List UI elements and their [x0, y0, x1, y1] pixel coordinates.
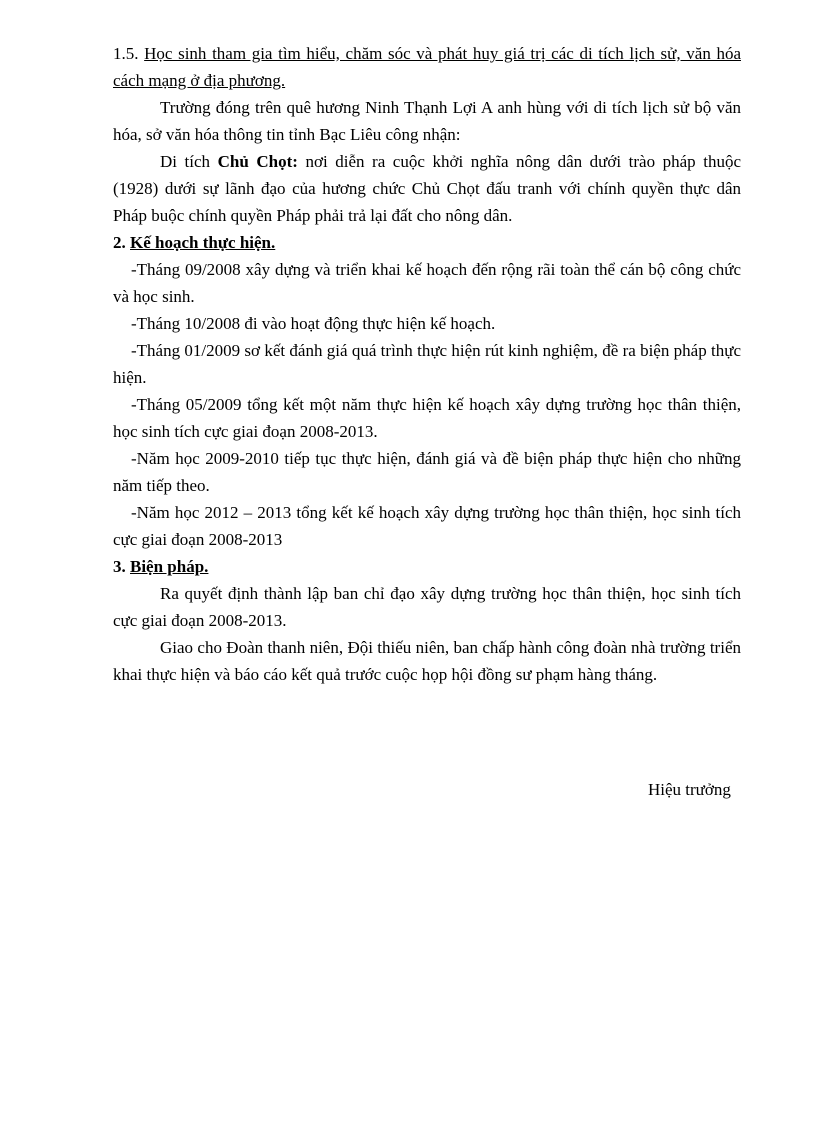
plan-item-5: -Năm học 2009-2010 tiếp tục thực hiện, đánh giá và đề biện pháp thực hiện cho những năm tiếp theo.: [113, 449, 741, 495]
relic-prefix: Di tích: [160, 152, 211, 171]
section-1-5-heading: [113, 40, 741, 94]
section-1-5-title: Học sinh tham gia tìm hiểu, chăm sóc và phát huy giá trị các di tích lịch sử, văn hóa cách mạng ở địa phương.: [113, 44, 741, 90]
plan-item-2: -Tháng 10/2008 đi vào hoạt động thực hiện kế hoạch.: [131, 314, 496, 333]
measure-paragraph-2: Giao cho Đoàn thanh niên, Đội thiếu niên, ban chấp hành công đoàn nhà trường triển khai thực hiện và báo cáo kết quả trước cuộc họp hội đồng sư phạm hàng tháng.: [113, 638, 741, 684]
section-3-heading: [113, 553, 741, 580]
plan-item-1: -Tháng 09/2008 xây dựng và triển khai kế hoạch đến rộng rãi toàn thể cán bộ công chức và học sinh.: [113, 260, 741, 306]
signature-title: Hiệu trưởng: [648, 780, 731, 799]
plan-item-6: -Năm học 2012 – 2013 tổng kết kế hoạch xây dựng trường học thân thiện, học sinh tích cực giai đoạn 2008-2013: [113, 503, 741, 549]
section-2-number: 2.: [113, 233, 126, 252]
measure-paragraph-1: Ra quyết định thành lập ban chỉ đạo xây dựng trường học thân thiện, học sinh tích cực giai đoạn 2008-2013.: [113, 584, 741, 630]
section-2-heading: [113, 229, 741, 256]
relic-description: nơi diễn ra cuộc khởi nghĩa nông dân dưới trào pháp thuộc (1928) dưới sự lãnh đạo của hương chức Chủ Chọt đấu tranh với chính quyền thực dân Pháp buộc chính quyền Pháp phải trả lại đất cho nông dân.: [113, 152, 742, 225]
section-3-number: 3.: [113, 557, 126, 576]
plan-item-4: -Tháng 05/2009 tổng kết một năm thực hiện kế hoạch xây dựng trường học thân thiện, học sinh tích cực giai đoạn 2008-2013.: [113, 395, 741, 441]
intro-paragraph: Trường đóng trên quê hương Ninh Thạnh Lợi A anh hùng với di tích lịch sử bộ văn hóa, sở văn hóa thông tin tỉnh Bạc Liêu công nhận:: [113, 98, 741, 144]
section-3-title: Biện pháp.: [130, 557, 209, 576]
section-2-title: Kế hoạch thực hiện.: [130, 233, 276, 252]
plan-item-3: -Tháng 01/2009 sơ kết đánh giá quá trình thực hiện rút kinh nghiệm, đề ra biện pháp thực hiện.: [113, 341, 741, 387]
document-page: [113, 40, 741, 688]
relic-paragraph: [113, 148, 741, 229]
relic-name: Chủ Chọt:: [217, 152, 298, 171]
section-1-5-number: 1.5.: [113, 44, 139, 63]
